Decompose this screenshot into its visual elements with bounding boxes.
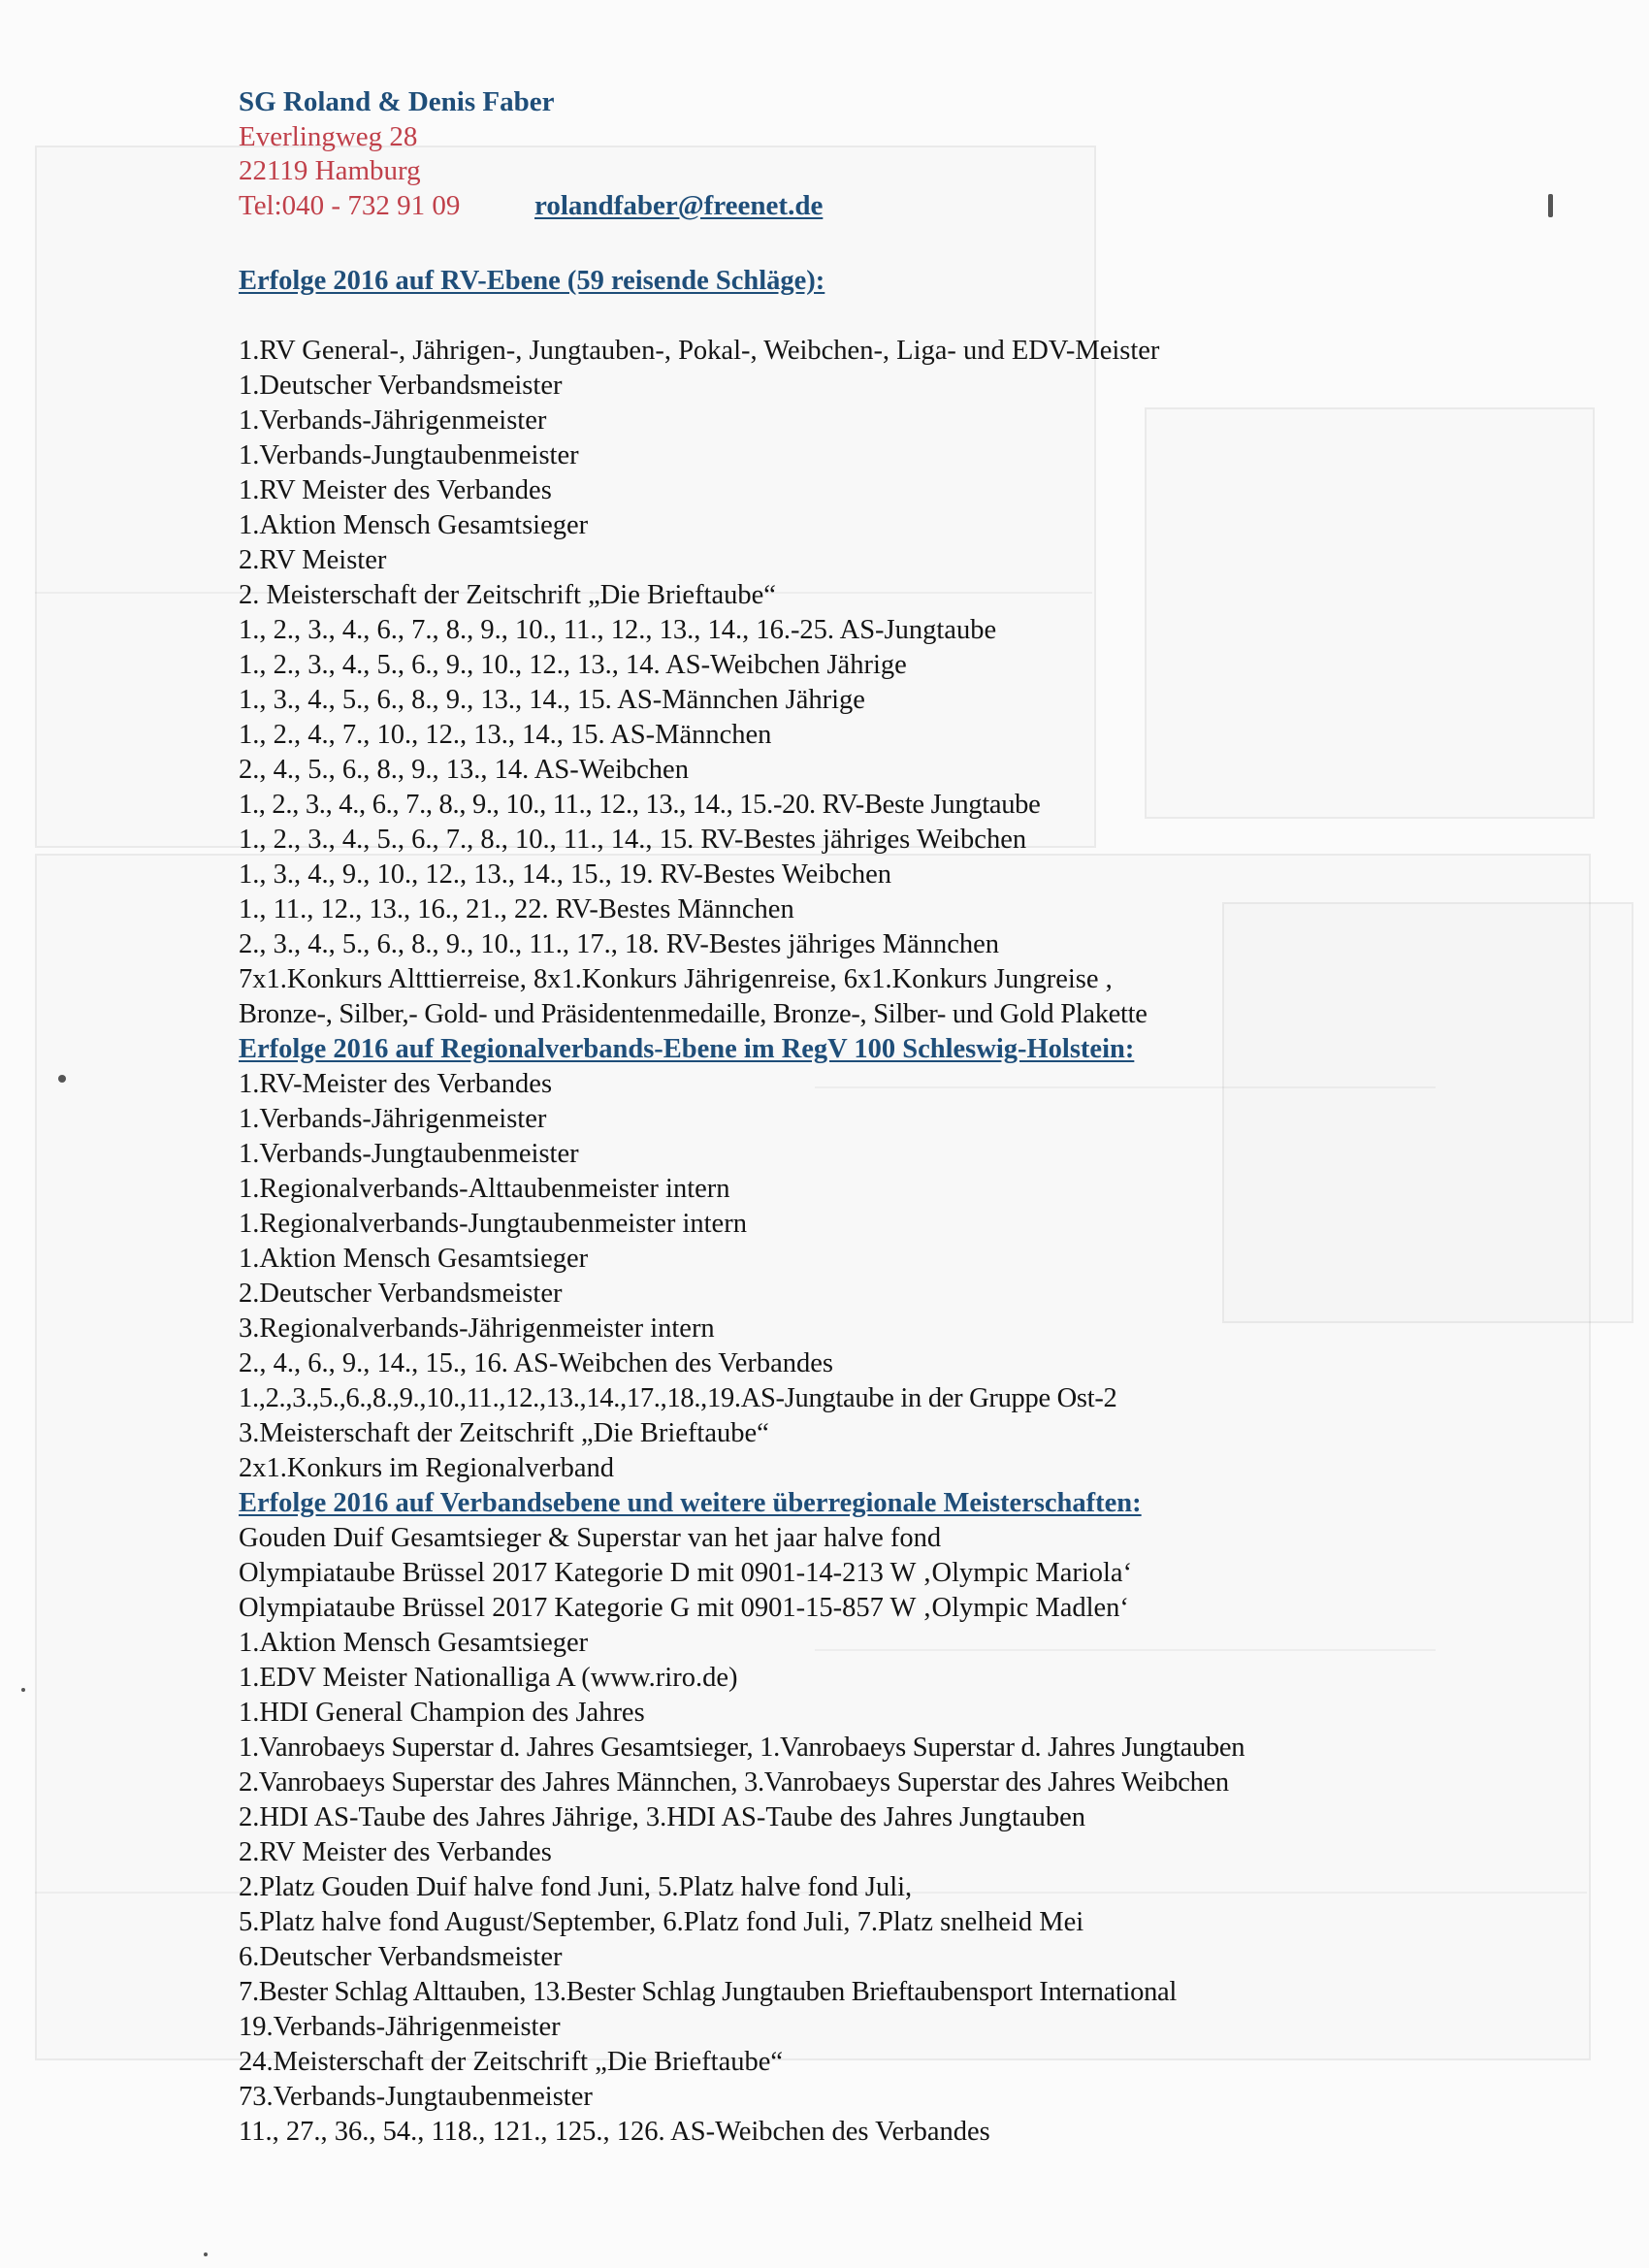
achievement-line: 5.Platz halve fond August/September, 6.Platz fond Juli, 7.Platz snelheid Mei [239,1907,1084,1937]
scan-speck [58,1075,66,1083]
achievement-line: 73.Verbands-Jungtaubenmeister [239,2082,593,2112]
achievement-line: 2. Meisterschaft der Zeitschrift „Die Brieftaube“ [239,580,776,610]
achievement-line: 3.Regionalverbands-Jährigenmeister intern [239,1313,715,1344]
achievement-line: 1., 11., 12., 13., 16., 21., 22. RV-Bestes Männchen [239,894,794,924]
achievement-line: 11., 27., 36., 54., 118., 121., 125., 126. AS-Weibchen des Verbandes [239,2117,990,2147]
scan-speck [1548,194,1553,217]
achievement-line: Olympiataube Brüssel 2017 Kategorie D mit 0901-14-213 W ‚Olympic Mariola‘ [239,1558,1133,1588]
sender-phone: Tel:040 - 732 91 09 [239,189,461,221]
achievement-line: 19.Verbands-Jährigenmeister [239,2012,561,2042]
sender-name: SG Roland & Denis Faber [239,86,555,117]
sender-street: Everlingweg 28 [239,120,418,152]
achievement-line: 2., 4., 5., 6., 8., 9., 13., 14. AS-Weibchen [239,755,689,785]
section-heading: Erfolge 2016 auf Verbandsebene und weitere überregionale Meisterschaften: [239,1488,1142,1518]
achievement-line: 2.Deutscher Verbandsmeister [239,1279,563,1309]
achievements-content [239,264,1577,2150]
sender-address-block [239,85,823,223]
achievement-line: 24.Meisterschaft der Zeitschrift „Die Brieftaube“ [239,2047,784,2077]
sender-city: 22119 Hamburg [239,155,421,186]
section-heading: Erfolge 2016 auf RV-Ebene (59 reisende Schläge): [239,266,825,296]
achievement-line: 1.EDV Meister Nationalliga A (www.riro.de) [239,1663,738,1693]
scan-speck [204,2252,208,2256]
contact-row [239,189,823,224]
achievement-line: 1.,2.,3.,5.,6.,8.,9.,10.,11.,12.,13.,14.,17.,18.,19.AS-Jungtaube in der Gruppe Ost-2 [239,1383,1117,1413]
achievement-line: 6.Deutscher Verbandsmeister [239,1942,563,1972]
achievement-line: Bronze-, Silber,- Gold- und Präsidentenmedaille, Bronze-, Silber- und Gold Plakette [239,999,1148,1029]
achievement-line: 1., 2., 3., 4., 5., 6., 7., 8., 10., 11., 14., 15. RV-Bestes jähriges Weibchen [239,825,1027,855]
achievement-line: 3.Meisterschaft der Zeitschrift „Die Brieftaube“ [239,1418,769,1448]
achievement-line: 2., 4., 6., 9., 14., 15., 16. AS-Weibchen des Verbandes [239,1348,834,1378]
achievement-line: 2.Platz Gouden Duif halve fond Juni, 5.Platz halve fond Juli, [239,1872,913,1902]
achievement-line: 1., 2., 3., 4., 6., 7., 8., 9., 10., 11., 12., 13., 14., 15.-20. RV-Beste Jungtaube [239,790,1041,820]
achievement-line: 1., 2., 3., 4., 6., 7., 8., 9., 10., 11., 12., 13., 14., 16.-25. AS-Jungtaube [239,615,997,645]
achievement-line: 1.Regionalverbands-Alttaubenmeister intern [239,1174,730,1204]
achievement-line: 7.Bester Schlag Alttauben, 13.Bester Schlag Jungtauben Brieftaubensport International [239,1977,1178,2007]
achievement-line: 1., 3., 4., 5., 6., 8., 9., 13., 14., 15. AS-Männchen Jährige [239,685,865,715]
achievement-line: 1.Verbands-Jährigenmeister [239,405,547,436]
section-spacer [239,299,1577,334]
achievement-line: 2.HDI AS-Taube des Jahres Jährige, 3.HDI AS-Taube des Jahres Jungtauben [239,1802,1085,1832]
achievement-line: 2., 3., 4., 5., 6., 8., 9., 10., 11., 17., 18. RV-Bestes jähriges Männchen [239,929,1000,959]
achievement-line: 1., 2., 3., 4., 5., 6., 9., 10., 12., 13., 14. AS-Weibchen Jährige [239,650,907,680]
achievement-line: 1.Regionalverbands-Jungtaubenmeister intern [239,1209,747,1239]
achievement-line: 1.RV-Meister des Verbandes [239,1069,553,1099]
section-heading: Erfolge 2016 auf Regionalverbands-Ebene im RegV 100 Schleswig-Holstein: [239,1034,1135,1064]
achievement-line: 1.Aktion Mensch Gesamtsieger [239,1628,589,1658]
achievement-line: 1.Vanrobaeys Superstar d. Jahres Gesamtsieger, 1.Vanrobaeys Superstar d. Jahres Jungtauben [239,1733,1245,1763]
scan-speck [21,1688,25,1692]
achievement-line: 1.Aktion Mensch Gesamtsieger [239,510,589,540]
achievement-line: 1.Aktion Mensch Gesamtsieger [239,1244,589,1274]
achievement-line: 1.Verbands-Jährigenmeister [239,1104,547,1134]
achievement-line: 1.HDI General Champion des Jahres [239,1698,645,1728]
achievement-line: 1.Verbands-Jungtaubenmeister [239,440,579,470]
achievement-line: 1.RV Meister des Verbandes [239,475,552,505]
achievement-line: Olympiataube Brüssel 2017 Kategorie G mit 0901-15-857 W ‚Olympic Madlen‘ [239,1593,1129,1623]
achievement-line: 2x1.Konkurs im Regionalverband [239,1453,615,1483]
achievement-line: 2.Vanrobaeys Superstar des Jahres Männchen, 3.Vanrobaeys Superstar des Jahres Weibchen [239,1767,1229,1798]
achievement-line: Gouden Duif Gesamtsieger & Superstar van het jaar halve fond [239,1523,942,1553]
achievement-line: 1.Verbands-Jungtaubenmeister [239,1139,579,1169]
achievement-line: 1., 2., 4., 7., 10., 12., 13., 14., 15. AS-Männchen [239,720,772,750]
achievement-line: 7x1.Konkurs Altttierreise, 8x1.Konkurs Jährigenreise, 6x1.Konkurs Jungreise , [239,964,1113,994]
achievement-line: 2.RV Meister des Verbandes [239,1837,552,1867]
achievement-line: 1., 3., 4., 9., 10., 12., 13., 14., 15., 19. RV-Bestes Weibchen [239,859,892,890]
achievement-line: 1.RV General-, Jährigen-, Jungtauben-, Pokal-, Weibchen-, Liga- und EDV-Meister [239,336,1160,366]
sender-email-link[interactable]: rolandfaber@freenet.de [534,189,824,221]
achievement-line: 2.RV Meister [239,545,387,575]
achievement-line: 1.Deutscher Verbandsmeister [239,371,563,401]
